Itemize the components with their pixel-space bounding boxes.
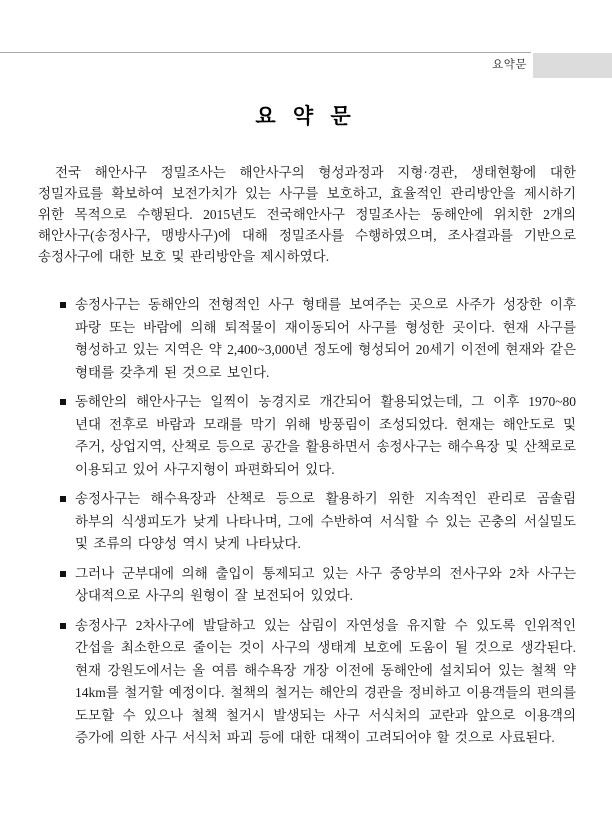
square-bullet-icon xyxy=(60,571,66,577)
page-title: 요 약 문 xyxy=(255,104,357,128)
intro-paragraph: 전국 해안사구 정밀조사는 해안사구의 형성과정과 지형·경관, 생태현황에 대한 정밀자료를 확보하여 보전가치가 있는 사구를 보호하고, 효율적인 관리방안을 제시하기 위한 목적으로 수행된다. 2015년도 전국해안사구 정밀조사는 동해안에 위치한 2개의 해안사구(송정사구, 맹방사구)에 대해 정밀조사를 수행하였으며, 조사결과를 기반으로 송정사구에 대한 보호 및 관리방안을 제시하였다. xyxy=(38,165,576,264)
bullet-text: 동해안의 해안사구는 일찍이 농경지로 개간되어 활용되었는데, 그 이후 1970~80 년대 전후로 바람과 모래를 막기 위해 방풍림이 조성되었다. 현재는 해안도로 및 주거, 상업지역, 산책로 등으로 공간을 활용하면서 송정사구는 해수욕장 및 산책로로 이용되고 있어 사구지형이 파편화되어 있다. xyxy=(75,394,576,477)
summary-bullet-list xyxy=(38,294,576,750)
bullet-text: 그러나 군부대에 의해 출입이 통제되고 있는 사구 중앙부의 전사구와 2차 사구는 상대적으로 사구의 원형이 잘 보전되어 있었다. xyxy=(75,565,576,603)
bullet-text: 송정사구 2차사구에 발달하고 있는 삼림이 자연성을 유지할 수 있도록 인위적인 간섭을 최소한으로 줄이는 것이 사구의 생태계 보호에 도움이 될 것으로 생각된다. 현재 강원도에서는 올 여름 해수욕장 개장 이전에 동해안에 설치되어 있는 철책 약 14km를 철거할 예정이다. 철책의 철거는 해안의 경관을 정비하고 이용객들의 편의를 도모할 수 있으나 철책 철거시 발생되는 사구 서식처의 교란과 앞으로 이용객의 증가에 의한 사구 서식처 파괴 등에 대한 대책이 고려되어야 할 것으로 사료된다. xyxy=(75,617,576,745)
bullet-text: 송정사구는 해수욕장과 산책로 등으로 활용하기 위한 지속적인 관리로 곰솔림 하부의 식생피도가 낮게 나타나며, 그에 수반하여 서식할 수 있는 곤충의 서실밀도 및 조류의 다양성 역시 낮게 나타났다. xyxy=(75,491,576,551)
bullet-item xyxy=(38,391,576,481)
bullet-item xyxy=(38,615,576,750)
square-bullet-icon xyxy=(60,496,66,502)
square-bullet-icon xyxy=(60,623,66,629)
bullet-text: 송정사구는 동해안의 전형적인 사구 형태를 보여주는 곳으로 사주가 성장한 이후 파랑 또는 바람에 의해 퇴적물이 재이동되어 사구를 형성한 곳이다. 현재 사구를 형성하고 있는 지역은 약 2,400~3,000년 정도에 형성되어 20세기 이전에 현재와 같은 형태를 갖추게 된 것으로 보인다. xyxy=(75,297,576,380)
running-header: 요약문 xyxy=(492,59,527,71)
square-bullet-icon xyxy=(60,302,66,308)
square-bullet-icon xyxy=(60,399,66,405)
bullet-item xyxy=(38,294,576,384)
bullet-item xyxy=(38,563,576,608)
section-edge-tab xyxy=(533,53,612,78)
bullet-item xyxy=(38,488,576,556)
header-rule xyxy=(0,52,531,53)
